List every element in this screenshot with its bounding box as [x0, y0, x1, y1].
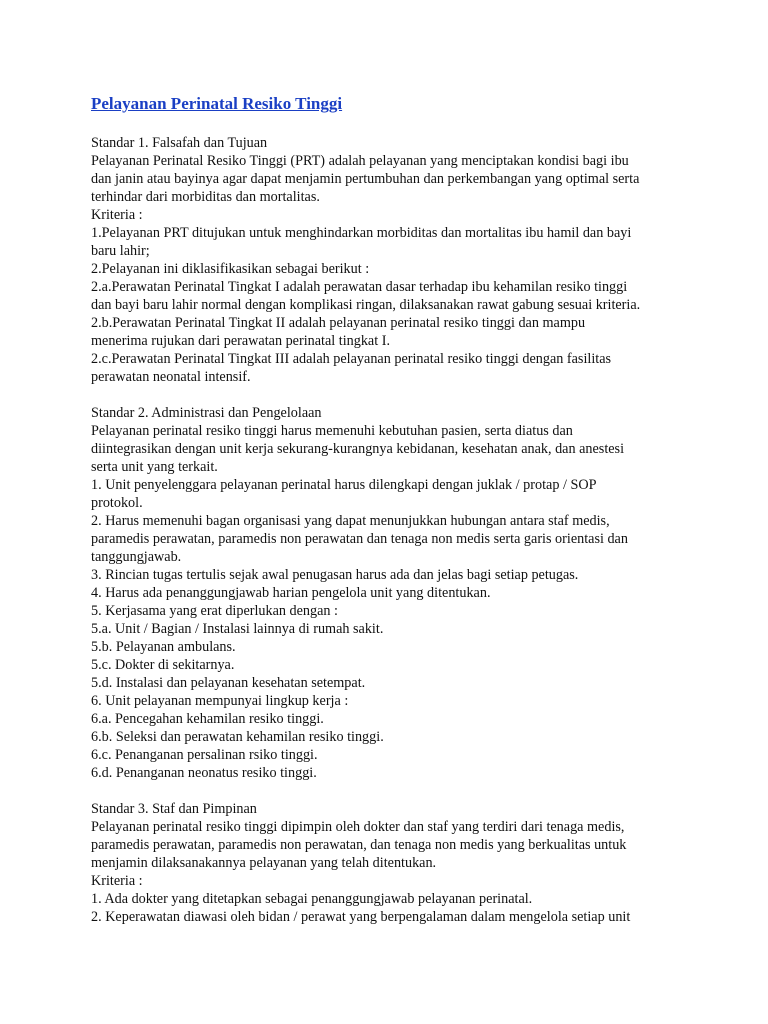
- text-line: terhindar dari morbiditas dan mortalitas.: [91, 189, 320, 205]
- text-line: 2. Keperawatan diawasi oleh bidan / perawat yang berpengalaman dalam mengelola setiap unit: [91, 909, 631, 925]
- text-line: dan bayi baru lahir normal dengan komplikasi ringan, dilaksanakan rawat gabung sesuai kriteria.: [91, 297, 641, 313]
- text-line: dan janin atau bayinya agar dapat menjamin pertumbuhan dan perkembangan yang optimal serta: [91, 171, 640, 187]
- text-line: 5.c. Dokter di sekitarnya.: [91, 657, 235, 673]
- text-line: 2.c.Perawatan Perinatal Tingkat III adalah pelayanan perinatal resiko tinggi dengan fasilitas: [91, 351, 612, 367]
- text-line: baru lahir;: [91, 243, 150, 259]
- section-standar-1: [91, 134, 708, 386]
- text-line: 6. Unit pelayanan mempunyai lingkup kerja :: [91, 693, 349, 709]
- text-line: 6.d. Penanganan neonatus resiko tinggi.: [91, 765, 317, 781]
- text-line: Kriteria :: [91, 873, 143, 889]
- text-line: 4. Harus ada penanggungjawab harian pengelola unit yang ditentukan.: [91, 585, 491, 601]
- text-line: protokol.: [91, 495, 143, 511]
- text-line: 2.Pelayanan ini diklasifikasikan sebagai berikut :: [91, 261, 370, 277]
- text-line: menjamin dilaksanakannya pelayanan yang telah ditentukan.: [91, 855, 437, 871]
- document-body: [91, 134, 708, 926]
- text-line: diintegrasikan dengan unit kerja sekurang-kurangnya kebidanan, kesehatan anak, dan anestesi: [91, 441, 625, 457]
- text-line: 3. Rincian tugas tertulis sejak awal penugasan harus ada dan jelas bagi setiap petugas.: [91, 567, 579, 583]
- text-line: serta unit yang terkait.: [91, 459, 218, 475]
- text-line: Pelayanan Perinatal Resiko Tinggi (PRT) adalah pelayanan yang menciptakan kondisi bagi ibu: [91, 153, 629, 169]
- text-line: 6.b. Seleksi dan perawatan kehamilan resiko tinggi.: [91, 729, 384, 745]
- text-line: 1.Pelayanan PRT ditujukan untuk menghindarkan morbiditas dan mortalitas ibu hamil dan bayi: [91, 225, 632, 241]
- section-standar-3: [91, 800, 708, 926]
- text-line: 6.c. Penanganan persalinan rsiko tinggi.: [91, 747, 318, 763]
- text-line: tanggungjawab.: [91, 549, 182, 565]
- section-gap: [91, 386, 708, 404]
- text-line: Kriteria :: [91, 207, 143, 223]
- text-line: Pelayanan perinatal resiko tinggi harus memenuhi kebutuhan pasien, serta diatus dan: [91, 423, 573, 439]
- text-line: 2.b.Perawatan Perinatal Tingkat II adalah pelayanan perinatal resiko tinggi dan mampu: [91, 315, 586, 331]
- text-line: menerima rujukan dari perawatan perinatal tingkat I.: [91, 333, 390, 349]
- text-line: Pelayanan perinatal resiko tinggi dipimpin oleh dokter dan staf yang terdiri dari tenaga medis,: [91, 819, 625, 835]
- section-heading: Standar 2. Administrasi dan Pengelolaan: [91, 405, 322, 421]
- text-line: 1. Unit penyelenggara pelayanan perinatal harus dilengkapi dengan juklak / protap / SOP: [91, 477, 597, 493]
- text-line: 5. Kerjasama yang erat diperlukan dengan :: [91, 603, 338, 619]
- text-line: paramedis perawatan, paramedis non perawatan dan tenaga non medis serta garis orientasi dan: [91, 531, 628, 547]
- text-line: perawatan neonatal intensif.: [91, 369, 251, 385]
- text-line: 2. Harus memenuhi bagan organisasi yang dapat menunjukkan hubungan antara staf medis,: [91, 513, 610, 529]
- section-heading: Standar 1. Falsafah dan Tujuan: [91, 135, 268, 151]
- text-line: 6.a. Pencegahan kehamilan resiko tinggi.: [91, 711, 324, 727]
- text-line: 2.a.Perawatan Perinatal Tingkat I adalah perawatan dasar terhadap ibu kehamilan resiko tinggi: [91, 279, 628, 295]
- section-heading: Standar 3. Staf dan Pimpinan: [91, 801, 257, 817]
- text-line: 5.a. Unit / Bagian / Instalasi lainnya di rumah sakit.: [91, 621, 384, 637]
- document-title[interactable]: Pelayanan Perinatal Resiko Tinggi: [91, 94, 343, 113]
- section-gap: [91, 782, 708, 800]
- text-line: 1. Ada dokter yang ditetapkan sebagai penanggungjawab pelayanan perinatal.: [91, 891, 533, 907]
- text-line: 5.d. Instalasi dan pelayanan kesehatan setempat.: [91, 675, 366, 691]
- text-line: 5.b. Pelayanan ambulans.: [91, 639, 236, 655]
- section-standar-2: [91, 404, 708, 782]
- text-line: paramedis perawatan, paramedis non perawatan, dan tenaga non medis yang berkualitas untuk: [91, 837, 627, 853]
